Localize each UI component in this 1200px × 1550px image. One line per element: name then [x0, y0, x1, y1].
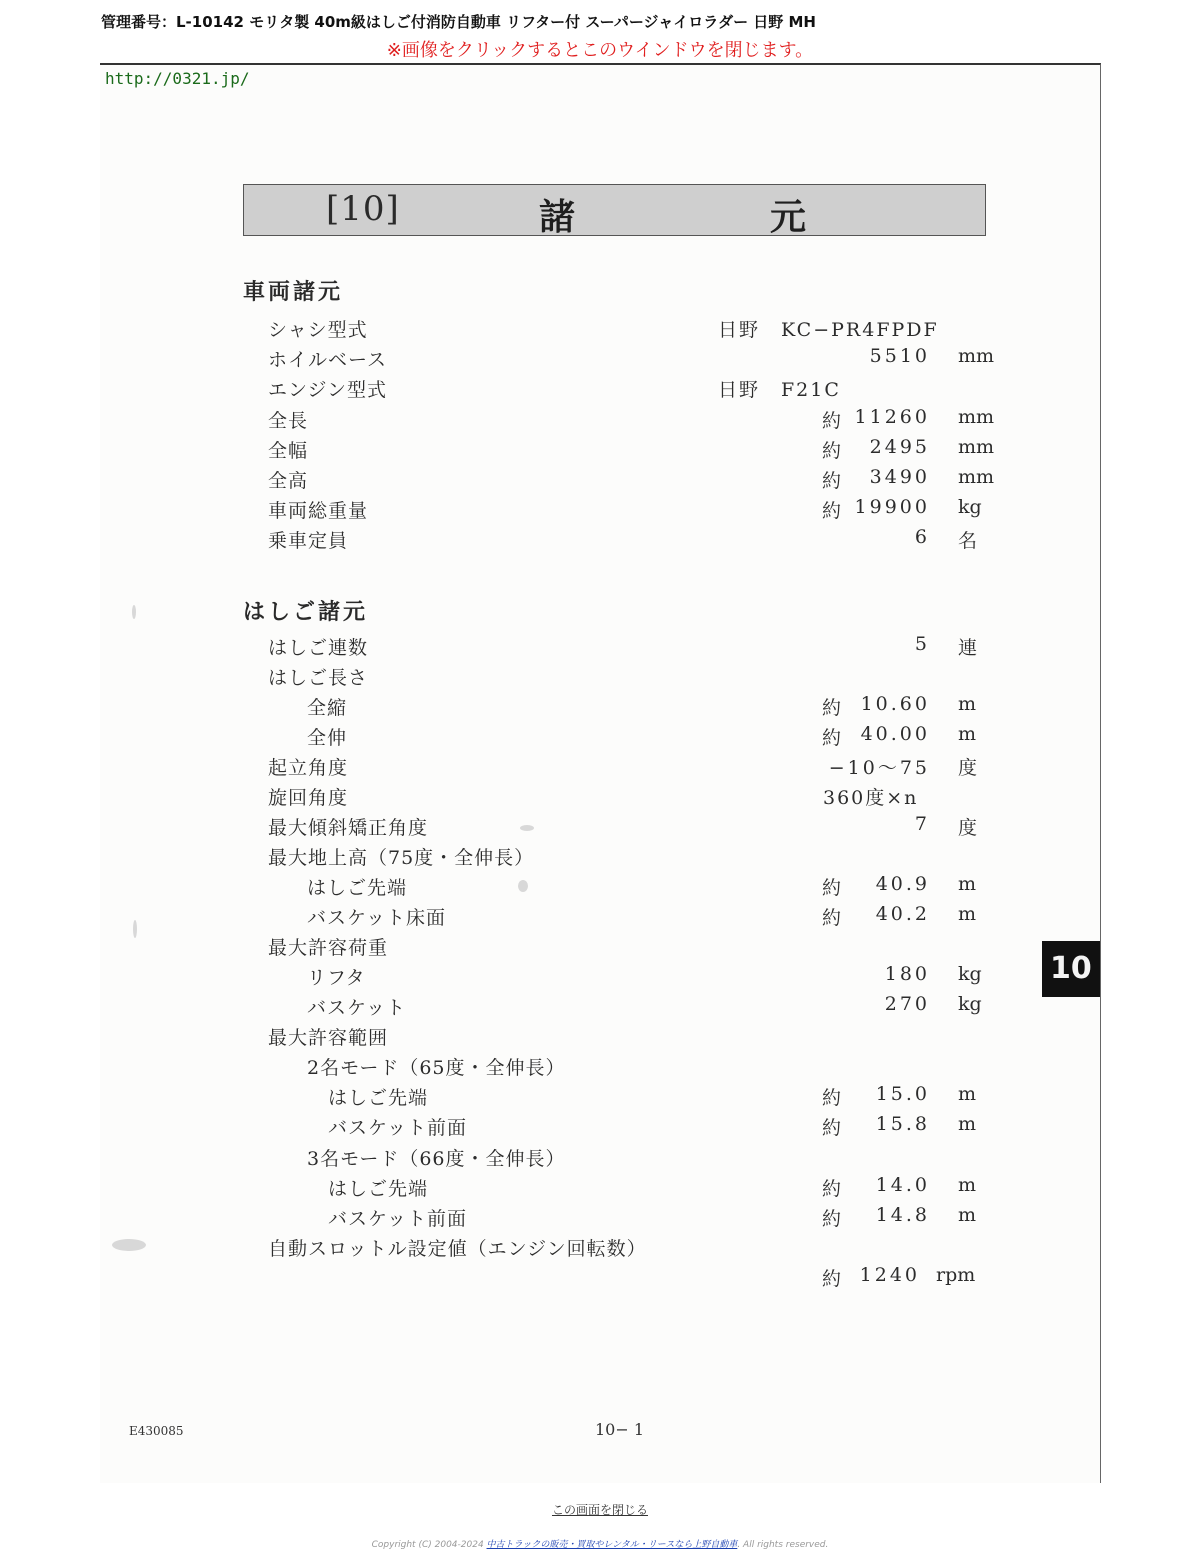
spec-text-value: 日野 F21C	[718, 379, 841, 401]
spec-value: 5	[914, 633, 930, 655]
spec-label: リフタ	[307, 967, 366, 989]
vehicle-spec-heading: 車両諸元	[243, 280, 344, 305]
spec-unit: mm	[958, 345, 995, 367]
copyright-footer	[0, 1537, 1200, 1550]
spec-label: 旋回角度	[268, 787, 349, 809]
spec-row-auto-throttle	[100, 1234, 1100, 1264]
spec-value: 2495	[869, 436, 930, 458]
spec-label: 自動スロットル設定値（エンジン回転数）	[268, 1238, 647, 1260]
spec-unit: m	[958, 1083, 977, 1105]
spec-prefix: 約	[822, 440, 842, 462]
spec-row-ladder-length	[100, 663, 1100, 693]
spec-unit: 度	[958, 817, 978, 839]
scan-url-watermark: http://0321.jp/	[105, 69, 250, 88]
spec-row-overall-height	[100, 466, 1100, 496]
close-notice[interactable]: ※画像をクリックするとこのウインドウを閉じます。	[386, 40, 814, 61]
copyright-site-link[interactable]: 中古トラックの販売・買取やレンタル・リースなら上野自動車	[486, 1540, 738, 1550]
spec-prefix: 約	[822, 1087, 842, 1109]
spec-prefix: 約	[822, 697, 842, 719]
spec-row-rotation-angle	[100, 783, 1100, 813]
spec-value: 40.00	[860, 723, 930, 745]
spec-unit: mm	[958, 436, 995, 458]
scan-speck	[518, 880, 528, 892]
spec-label: 乗車定員	[268, 530, 349, 552]
spec-row-load-lifter	[100, 963, 1100, 993]
spec-label: 車両総重量	[268, 500, 369, 522]
scan-speck	[133, 920, 137, 938]
spec-unit: rpm	[936, 1264, 976, 1286]
spec-prefix: 約	[822, 470, 842, 492]
spec-row-tilt-correction	[100, 813, 1100, 843]
spec-row-overall-length	[100, 406, 1100, 436]
spec-prefix: 約	[822, 877, 842, 899]
spec-label: バスケット前面	[328, 1208, 468, 1230]
spec-row-chassis-model	[100, 315, 1100, 345]
section-title-box	[243, 184, 986, 236]
spec-prefix: 約	[822, 1268, 842, 1290]
spec-label: エンジン型式	[268, 379, 388, 401]
spec-row-max-height	[100, 843, 1100, 873]
spec-unit: mm	[958, 466, 995, 488]
spec-row-wheelbase	[100, 345, 1100, 375]
chapter-tab-marker: 10	[1042, 941, 1100, 997]
section-title-char-1: 諸	[539, 196, 576, 238]
spec-label: はしご先端	[307, 877, 408, 899]
spec-label: 全幅	[268, 440, 309, 462]
spec-row-max-load	[100, 933, 1100, 963]
spec-label: 最大許容範囲	[268, 1027, 389, 1049]
spec-unit: kg	[958, 963, 982, 985]
spec-label: 起立角度	[268, 757, 349, 779]
scan-speck	[520, 825, 534, 831]
spec-value: 40.9	[875, 873, 930, 895]
spec-sheet-image[interactable]	[100, 63, 1101, 1483]
spec-row-three-mode-ladder-tip	[100, 1174, 1100, 1204]
section-title-char-2: 元	[770, 196, 807, 238]
spec-label: 最大許容荷重	[268, 937, 389, 959]
spec-row-height-basket-floor	[100, 903, 1100, 933]
spec-prefix: 約	[822, 410, 842, 432]
spec-row-three-mode-basket-front	[100, 1204, 1100, 1234]
spec-value: 180	[884, 963, 930, 985]
spec-row-ladder-sections	[100, 633, 1100, 663]
spec-row-load-basket	[100, 993, 1100, 1023]
spec-label: 全縮	[307, 697, 348, 719]
spec-unit: m	[958, 903, 977, 925]
spec-row-three-person-mode	[100, 1144, 1100, 1174]
spec-value: 11260	[854, 406, 930, 428]
spec-row-elevation-angle	[100, 753, 1100, 783]
spec-unit: 名	[958, 530, 978, 552]
spec-value: 270	[884, 993, 930, 1015]
copyright-suffix: . All rights reserved.	[737, 1540, 829, 1550]
spec-unit: m	[958, 693, 977, 715]
spec-value: 6	[914, 526, 930, 548]
spec-value: 15.0	[875, 1083, 930, 1105]
spec-unit: m	[958, 1174, 977, 1196]
spec-prefix: 約	[822, 1117, 842, 1139]
document-code: E430085	[129, 1424, 184, 1438]
section-number: [10]	[326, 189, 400, 229]
spec-unit: 連	[958, 637, 978, 659]
spec-unit: m	[958, 1113, 977, 1135]
spec-label: 2名モード（65度・全伸長）	[307, 1057, 566, 1079]
spec-row-two-mode-ladder-tip	[100, 1083, 1100, 1113]
spec-row-max-range	[100, 1023, 1100, 1053]
spec-unit: kg	[958, 496, 982, 518]
spec-label: はしご先端	[328, 1178, 429, 1200]
close-window-link[interactable]: この画面を閉じる	[551, 1503, 648, 1517]
spec-label: はしご先端	[328, 1087, 429, 1109]
spec-prefix: 約	[822, 727, 842, 749]
spec-label: シャシ型式	[268, 319, 368, 341]
spec-value: 14.0	[875, 1174, 930, 1196]
spec-value: −10〜75	[828, 757, 930, 779]
spec-unit: kg	[958, 993, 982, 1015]
spec-label: ホイルベース	[268, 349, 388, 371]
spec-row-two-mode-basket-front	[100, 1113, 1100, 1143]
spec-label: 全長	[268, 410, 309, 432]
spec-label: バスケット前面	[328, 1117, 468, 1139]
copyright-prefix: Copyright (C) 2004-2024	[371, 1540, 487, 1550]
spec-row-auto-throttle-value	[100, 1264, 1100, 1294]
spec-prefix: 約	[822, 1178, 842, 1200]
spec-row-engine-model	[100, 375, 1100, 405]
spec-value: 10.60	[860, 693, 930, 715]
spec-label: バスケット	[307, 997, 407, 1019]
spec-text-value: 日野 KC−PR4FPDF	[718, 319, 939, 341]
page-number: 10− 1	[595, 1420, 645, 1439]
spec-value: 5510	[869, 345, 930, 367]
spec-value: 15.8	[875, 1113, 930, 1135]
spec-label: はしご連数	[268, 637, 369, 659]
spec-label: はしご長さ	[268, 667, 369, 689]
spec-value: 40.2	[875, 903, 930, 925]
spec-row-overall-width	[100, 436, 1100, 466]
spec-value: 7	[914, 813, 930, 835]
spec-unit: 度	[958, 757, 978, 779]
spec-unit: m	[958, 1204, 977, 1226]
spec-prefix: 約	[822, 500, 842, 522]
ladder-spec-heading: はしご諸元	[243, 600, 369, 625]
spec-unit: mm	[958, 406, 995, 428]
spec-label: 3名モード（66度・全伸長）	[307, 1148, 566, 1170]
spec-row-two-person-mode	[100, 1053, 1100, 1083]
spec-row-retracted	[100, 693, 1100, 723]
spec-row-gross-weight	[100, 496, 1100, 526]
scan-speck	[112, 1239, 146, 1251]
spec-text-value: 360度×n	[823, 787, 919, 809]
scan-speck	[132, 605, 136, 619]
spec-prefix: 約	[822, 907, 842, 929]
spec-row-extended	[100, 723, 1100, 753]
spec-value: 3490	[869, 466, 930, 488]
spec-row-height-ladder-tip	[100, 873, 1100, 903]
spec-label: バスケット床面	[307, 907, 447, 929]
spec-value: 19900	[854, 496, 930, 518]
spec-value: 1240	[859, 1264, 920, 1286]
spec-label: 最大傾斜矯正角度	[268, 817, 429, 839]
spec-label: 全高	[268, 470, 309, 492]
spec-row-capacity	[100, 526, 1100, 556]
spec-label: 全伸	[307, 727, 348, 749]
page-heading: 管理番号：L-10142 モリタ製 40m級はしご付消防自動車 リフター付 スーパージャイロラダー 日野 MH	[101, 13, 816, 31]
spec-unit: m	[958, 723, 977, 745]
spec-value: 14.8	[875, 1204, 930, 1226]
spec-unit: m	[958, 873, 977, 895]
spec-prefix: 約	[822, 1208, 842, 1230]
spec-label: 最大地上高（75度・全伸長）	[268, 847, 535, 869]
